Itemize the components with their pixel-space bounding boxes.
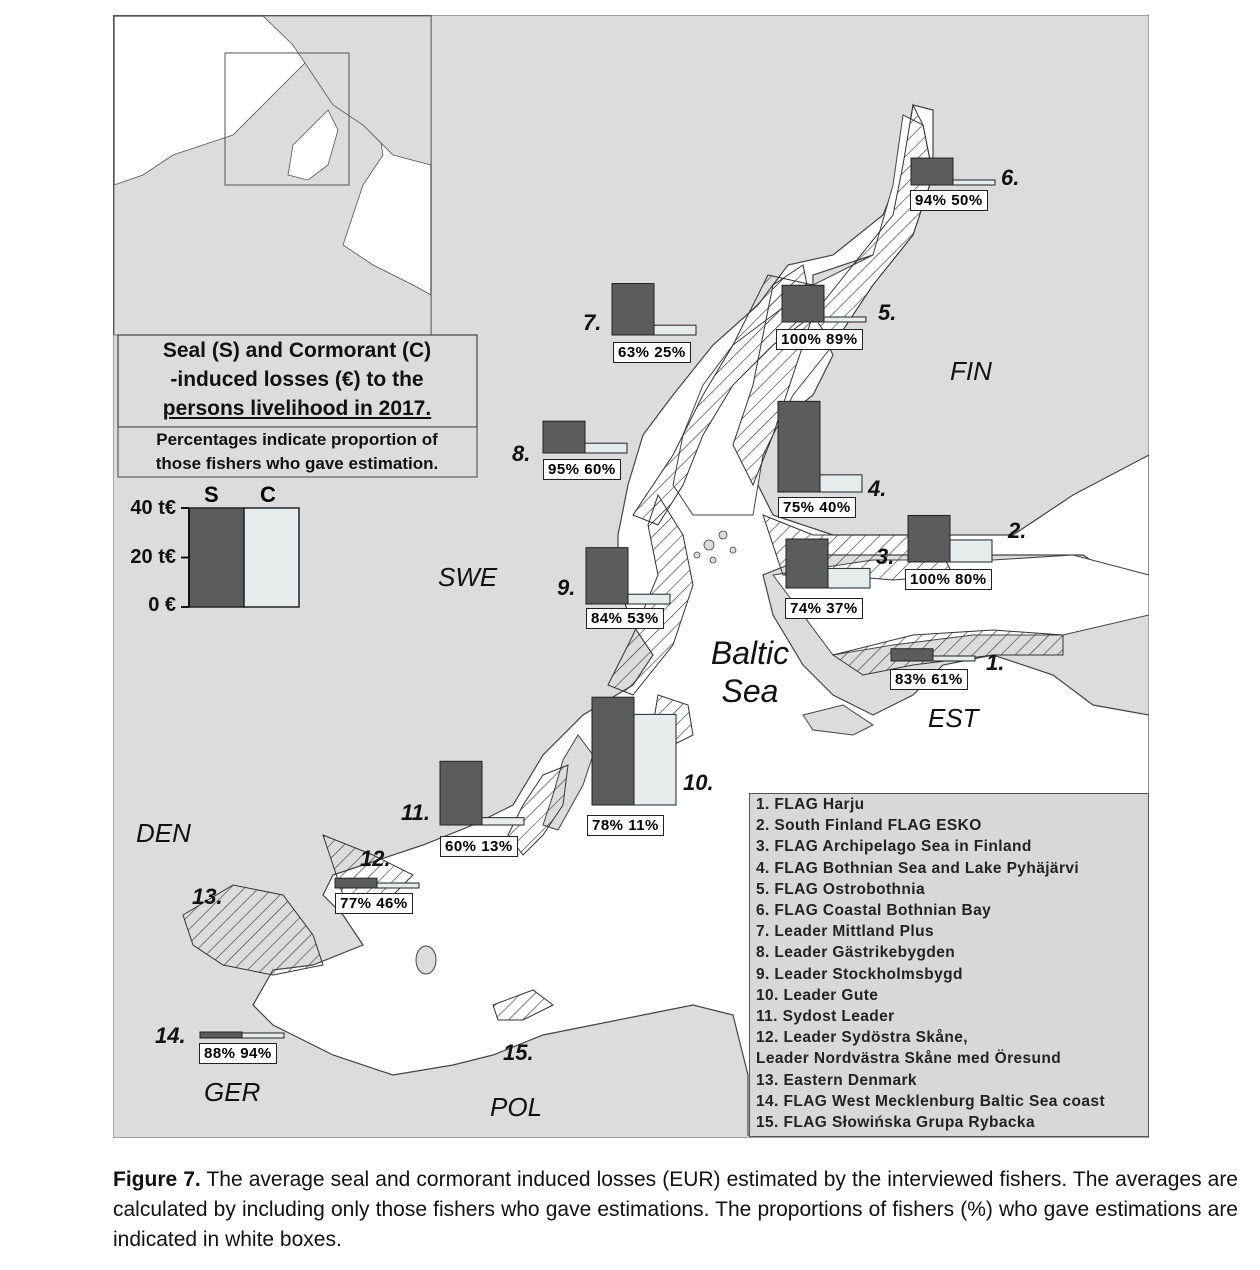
pct-box-5: 100% 89% bbox=[776, 329, 863, 350]
flag-number-3: 3. bbox=[876, 544, 895, 569]
legend-title-line-1: Seal (S) and Cormorant (C) bbox=[162, 339, 432, 362]
legend-title-line-3: persons livelihood in 2017. bbox=[162, 397, 432, 420]
flag-number-11: 11. bbox=[401, 800, 430, 825]
pct-box-4: 75% 40% bbox=[778, 497, 856, 518]
flag-number-5: 5. bbox=[878, 300, 897, 325]
bar-seal-14 bbox=[200, 1032, 242, 1038]
baltic-sea-label bbox=[695, 634, 805, 710]
bar-cormorant-2 bbox=[950, 540, 992, 562]
bar-seal-10 bbox=[592, 697, 634, 805]
flag-list bbox=[749, 793, 1149, 1137]
flag-list-item: 6. FLAG Coastal Bothnian Bay bbox=[756, 902, 992, 920]
bar-cormorant-14 bbox=[242, 1033, 284, 1038]
sea-label-line-1: Baltic bbox=[710, 635, 790, 671]
pct-box-2: 100% 80% bbox=[905, 569, 992, 590]
bar-cormorant-8 bbox=[585, 443, 627, 453]
bar-cormorant-5 bbox=[824, 317, 866, 322]
bar-cormorant-9 bbox=[628, 594, 670, 604]
pct-box-10: 78% 11% bbox=[587, 815, 664, 836]
flag-list-item: Leader Nordvästra Skåne med Öresund bbox=[756, 1050, 1062, 1068]
legend-bar-cormorant bbox=[244, 508, 299, 607]
pct-box-3: 74% 37% bbox=[785, 598, 863, 619]
bar-seal-2 bbox=[908, 515, 950, 562]
flag-number-2: 2. bbox=[1008, 518, 1027, 543]
legend-subtitle-line-2: those fishers who gave estimation. bbox=[155, 454, 439, 473]
pct-box-11: 60% 13% bbox=[440, 836, 518, 857]
pct-box-7: 63% 25% bbox=[613, 342, 691, 363]
bar-seal-5 bbox=[782, 285, 824, 322]
flag-number-10: 10. bbox=[683, 770, 714, 795]
flag-list-item: 1. FLAG Harju bbox=[756, 796, 865, 813]
flag-list-item: 11. Sydost Leader bbox=[756, 1008, 895, 1026]
legend-ytick-0: 0 € bbox=[148, 594, 176, 616]
flag-list-item: 2. South Finland FLAG ESKO bbox=[756, 817, 982, 835]
flag-list-item: 12. Leader Sydöstra Skåne, bbox=[756, 1029, 968, 1047]
bar-seal-1 bbox=[891, 649, 933, 661]
bar-cormorant-12 bbox=[377, 883, 419, 888]
bar-seal-6 bbox=[911, 158, 953, 185]
bar-seal-7 bbox=[612, 284, 654, 335]
country-label-fin: FIN bbox=[950, 356, 992, 386]
caption-label: Figure 7. bbox=[113, 1168, 201, 1191]
flag-number-4: 4. bbox=[868, 476, 887, 501]
caption-text: The average seal and cormorant induced losses (EUR) estimated by the interviewed fishers. The averages are calculated by including only those fishers who gave estimations. The proportions of fishers (%) who gave estimations are indicated in white boxes. bbox=[113, 1168, 1238, 1251]
pct-box-6: 94% 50% bbox=[910, 190, 988, 211]
country-label-ger: GER bbox=[204, 1077, 261, 1107]
bar-seal-3 bbox=[786, 539, 828, 588]
bar-seal-9 bbox=[586, 548, 628, 604]
country-label-pol: POL bbox=[490, 1092, 543, 1122]
legend-title bbox=[118, 336, 476, 426]
flag-number-9: 9. bbox=[557, 575, 576, 600]
flag-number-12: 12. bbox=[360, 846, 391, 871]
country-label-den: DEN bbox=[136, 818, 191, 848]
figure-caption bbox=[113, 1165, 1238, 1255]
pct-box-8: 95% 60% bbox=[543, 459, 621, 480]
bar-seal-11 bbox=[440, 761, 482, 825]
bar-seal-4 bbox=[778, 401, 820, 492]
legend-subtitle-line-1: Percentages indicate proportion of bbox=[156, 430, 438, 449]
bar-cormorant-11 bbox=[482, 818, 524, 825]
legend-bar-seal bbox=[189, 508, 244, 607]
bar-cormorant-7 bbox=[654, 325, 696, 335]
legend-series-s: S bbox=[204, 482, 219, 507]
flag-list-item: 13. Eastern Denmark bbox=[756, 1071, 917, 1089]
bar-cormorant-6 bbox=[953, 180, 995, 185]
pct-box-12: 77% 46% bbox=[335, 893, 413, 914]
flag-list-item: 14. FLAG West Mecklenburg Baltic Sea coast bbox=[756, 1092, 1106, 1110]
flag-list-item: 3. FLAG Archipelago Sea in Finland bbox=[756, 838, 1032, 856]
legend-ytick-40: 40 t€ bbox=[130, 497, 176, 519]
country-label-est: EST bbox=[928, 703, 979, 733]
flag-list-item: 4. FLAG Bothnian Sea and Lake Pyhäjärvi bbox=[756, 859, 1080, 877]
flag-list-item: 5. FLAG Ostrobothnia bbox=[756, 880, 926, 898]
country-label-swe: SWE bbox=[438, 562, 498, 592]
flag-number-1: 1. bbox=[986, 650, 1005, 675]
bar-cormorant-10 bbox=[634, 714, 676, 805]
legend-title-line-2: -induced losses (€) to the bbox=[170, 368, 424, 391]
sea-label-line-2: Sea bbox=[721, 673, 779, 709]
pct-box-1: 83% 61% bbox=[890, 669, 968, 690]
legend-series-c: C bbox=[260, 482, 276, 507]
flag-list-item: 7. Leader Mittland Plus bbox=[756, 923, 935, 941]
pct-box-9: 84% 53% bbox=[586, 608, 664, 629]
pct-box-14: 88% 94% bbox=[199, 1043, 277, 1064]
flag-number-6: 6. bbox=[1001, 165, 1020, 190]
flag-number-8: 8. bbox=[512, 441, 531, 466]
bar-cormorant-4 bbox=[820, 475, 862, 492]
bar-cormorant-1 bbox=[933, 656, 975, 661]
flag-list-item: 10. Leader Gute bbox=[756, 986, 879, 1004]
legend-subtitle bbox=[118, 428, 476, 476]
flag-number-14: 14. bbox=[155, 1023, 186, 1048]
legend-ytick-20: 20 t€ bbox=[130, 546, 176, 568]
bar-seal-8 bbox=[543, 421, 585, 453]
flag-list-item: 15. FLAG Słowińska Grupa Rybacka bbox=[756, 1114, 1035, 1132]
flag-list-item: 8. Leader Gästrikebygden bbox=[756, 944, 956, 962]
flag-list-item: 9. Leader Stockholmsbygd bbox=[756, 965, 963, 983]
bar-cormorant-3 bbox=[828, 568, 870, 588]
bar-seal-12 bbox=[335, 878, 377, 888]
flag-number-15: 15. bbox=[503, 1040, 534, 1065]
flag-number-7: 7. bbox=[583, 310, 602, 335]
flag-number-13: 13. bbox=[192, 884, 223, 909]
